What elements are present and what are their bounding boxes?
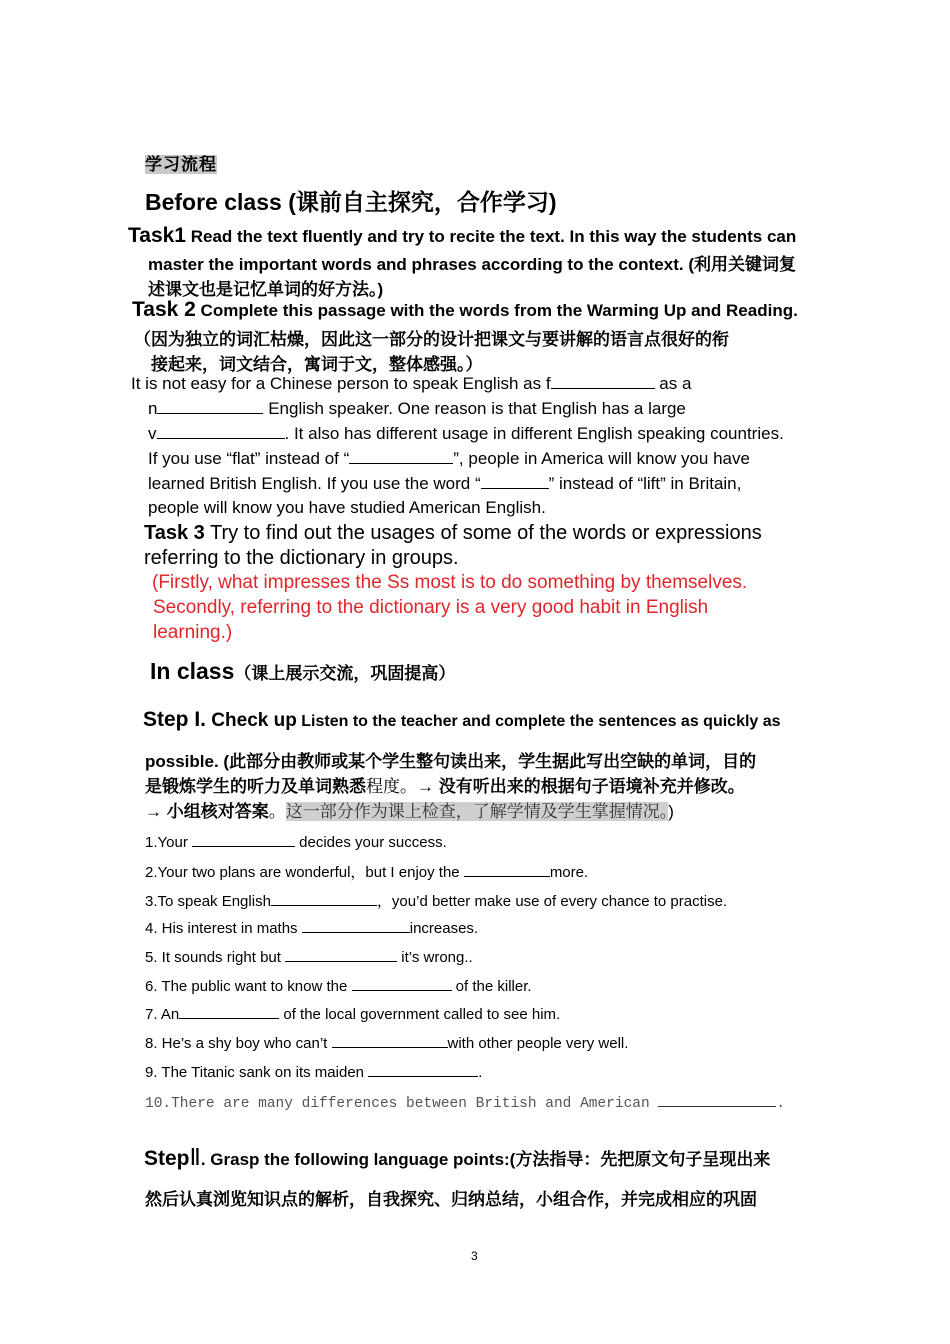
passage-line6: people will know you have studied American English. (148, 498, 546, 517)
step1-label: Step I. (143, 708, 207, 731)
sentence-10: 10.There are many differences between British and American . (145, 1092, 785, 1112)
task1-line1: Task1 Read the text fluently and try to recite the text. In this way the students can (128, 224, 797, 247)
blank-s10[interactable] (658, 1092, 776, 1107)
blank-s6[interactable] (352, 976, 452, 991)
sentence-4: 4. His interest in maths increases. (145, 920, 479, 937)
blank-word[interactable] (481, 474, 549, 489)
task3-note3: learning.) (153, 622, 233, 643)
blank-f[interactable] (551, 374, 655, 389)
sentence-5: 5. It sounds right but it’s wrong.. (145, 949, 473, 966)
blank-s9[interactable] (368, 1062, 478, 1077)
task1-label: Task1 (128, 224, 186, 247)
step1-line1: Step I. Check up Listen to the teacher and complete the sentences as quickly as (143, 708, 781, 731)
in-class-heading: In class（课上展示交流，巩固提高） (150, 658, 456, 684)
highlighted-note: 这一部分作为课上检查，了解学情及学生掌握情况。 (285, 802, 669, 821)
section-label: 学习流程 (145, 155, 217, 174)
sentence-2: 2.Your two plans are wonderful，but I enjoy the more. (145, 864, 589, 881)
blank-s4[interactable] (302, 918, 410, 933)
step2-line2: 然后认真浏览知识点的解析，自我探究、归纳总结，小组合作，并完成相应的巩固 (145, 1190, 757, 1209)
task3-label: Task 3 (144, 522, 205, 544)
task1-line3: 述课文也是记忆单词的好方法。) (148, 280, 384, 299)
task3-note2: Secondly, referring to the dictionary is a very good habit in English (153, 597, 709, 618)
sentence-7: 7. An of the local government called to see him. (145, 1006, 561, 1023)
step1-line3: 是锻炼学生的听力及单词熟悉程度。→ 没有听出来的根据句子语境补充并修改。 (145, 777, 745, 796)
passage-line5: learned British English. If you use the word “ ” instead of “lift” in Britain, (148, 474, 742, 493)
task3-line2: referring to the dictionary in groups. (144, 547, 459, 569)
blank-s7[interactable] (179, 1004, 279, 1019)
sentence-3: 3.To speak English ，you’d better make use of every chance to practise. (145, 893, 728, 910)
passage-line2: n English speaker. One reason is that English has a large (148, 399, 686, 418)
blank-s5[interactable] (285, 947, 397, 962)
blank-n[interactable] (157, 399, 263, 414)
sentence-9: 9. The Titanic sank on its maiden . (145, 1064, 483, 1081)
blank-v[interactable] (157, 424, 285, 439)
step2-label: Step (144, 1147, 190, 1170)
sentence-6: 6. The public want to know the of the killer. (145, 978, 532, 995)
blank-flat[interactable] (349, 449, 453, 464)
task2-line2: （因为独立的词汇枯燥，因此这一部分的设计把课文与要讲解的语言点很好的衔 (134, 330, 729, 349)
sentence-8: 8. He’s a shy boy who can’t with other people very well. (145, 1035, 629, 1052)
step2-line1: StepⅡ. Grasp the following language points:(方法指导：先把原文句子呈现出来 (144, 1145, 771, 1171)
passage-line1: It is not easy for a Chinese person to speak English as f as a (131, 374, 692, 393)
task2-line1: Task 2 Complete this passage with the words from the Warming Up and Reading. (132, 298, 798, 321)
blank-s1[interactable] (192, 832, 295, 847)
step1-title: Check up (206, 710, 297, 731)
before-class-heading: Before class (课前自主探究，合作学习) (145, 189, 557, 215)
task2-line3: 接起来，词文结合，寓词于文，整体感强。） (151, 355, 483, 374)
task1-line2: master the important words and phrases according to the context. (利用关键词复 (148, 255, 796, 274)
task3-line1: Task 3 Try to find out the usages of some of the words or expressions (144, 522, 762, 544)
step1-line2: possible. (此部分由教师或某个学生整句读出来，学生据此写出空缺的单词，目的 (145, 752, 757, 771)
step1-line4: → 小组核对答案。这一部分作为课上检查，了解学情及学生掌握情况。) (145, 802, 674, 821)
blank-s3[interactable] (271, 891, 377, 906)
passage-line4: If you use “flat” instead of “ ”, people in America will know you have (148, 449, 750, 468)
passage-line3: v . It also has different usage in different English speaking countries. (148, 424, 784, 443)
blank-s8[interactable] (332, 1033, 448, 1048)
task2-label: Task 2 (132, 298, 196, 321)
task3-note1: (Firstly, what impresses the Ss most is to do something by themselves. (152, 572, 748, 593)
page-number: 3 (471, 1249, 478, 1263)
blank-s2[interactable] (464, 862, 550, 877)
sentence-1: 1.Your decides your success. (145, 834, 447, 851)
step2-numeral: Ⅱ (189, 1145, 201, 1171)
